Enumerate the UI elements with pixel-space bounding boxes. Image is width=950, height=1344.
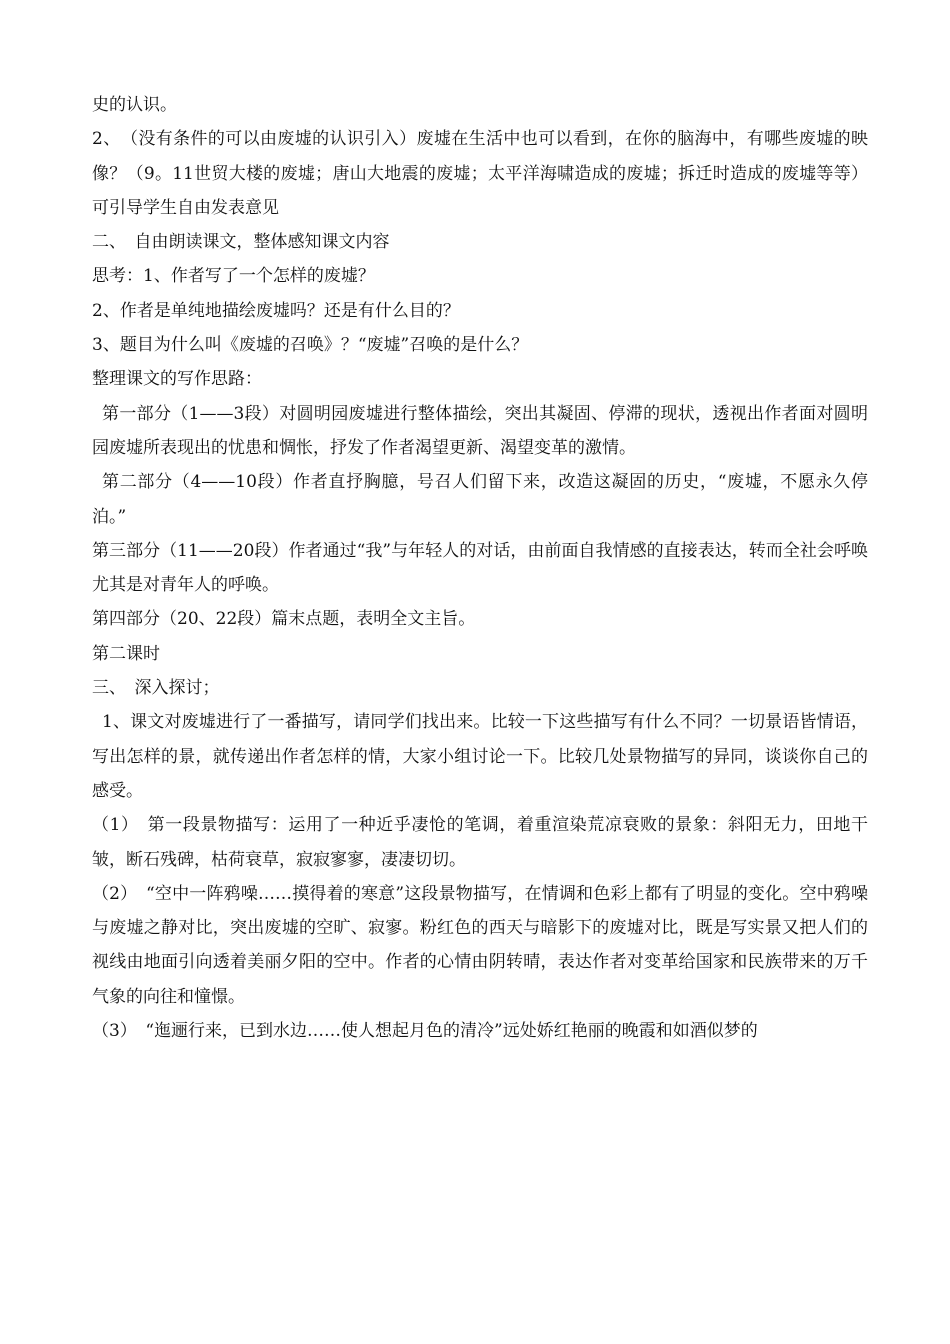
- paragraph: 整理课文的写作思路：: [92, 369, 262, 390]
- paragraph: 史的认识。: [92, 95, 177, 115]
- paragraph: 思考：1、作者写了一个怎样的废墟？: [92, 266, 375, 287]
- paragraph: 2、作者是单纯地描绘废墟吗？还是有什么目的？: [92, 300, 460, 321]
- paragraph: 3、题目为什么叫《废墟的召唤》？“废墟”召唤的是什么？: [92, 335, 529, 356]
- paragraph: （3） “迤逦行来，已到水边……使人想起月色的清冷”远处娇红艳丽的晚霞和如酒似梦的: [92, 1021, 758, 1042]
- section-heading: 三、 深入探讨；: [92, 678, 220, 699]
- section-heading: 二、 自由朗读课文，整体感知课文内容: [92, 232, 390, 253]
- paragraph: 第二部分（4——10段）作者直抒胸臆，号召人们留下来，改造这凝固的历史，“废墟，不愿永久停泊。”: [92, 472, 868, 527]
- paragraph: 第三部分（11——20段）作者通过“我”与年轻人的对话，由前面自我情感的直接表达，转而全社会呼唤尤其是对青年人的呼唤。: [92, 540, 868, 596]
- document-body: [92, 88, 868, 1048]
- paragraph: （1） 第一段景物描写：运用了一种近乎凄怆的笔调，着重渲染荒凉衰败的景象：斜阳无力，田地干皱，断石残碑，枯荷衰草，寂寂寥寥，凄凄切切。: [92, 815, 868, 870]
- paragraph: 第四部分（20、22段）篇末点题，表明全文主旨。: [92, 609, 476, 630]
- paragraph: 2、 （没有条件的可以由废墟的认识引入）废墟在生活中也可以看到，在你的脑海中，有哪些废墟的映像？（9。11世贸大楼的废墟；唐山大地震的废墟；太平洋海啸造成的废墟；拆迁时造成的废墟等等）可引导学生自由发表意见: [92, 129, 868, 218]
- paragraph: 第一部分（1——3段）对圆明园废墟进行整体描绘，突出其凝固、停滞的现状，透视出作者面对圆明园废墟所表现出的忧患和惆怅，抒发了作者渴望更新、渴望变革的激情。: [92, 403, 868, 458]
- paragraph: 1、课文对废墟进行了一番描写，请同学们找出来。比较一下这些描写有什么不同？一切景语皆情语，写出怎样的景，就传递出作者怎样的情，大家小组讨论一下。比较几处景物描写的异同，谈谈你自己的感受。: [92, 712, 868, 801]
- lesson-heading: 第二课时: [92, 643, 160, 664]
- paragraph: （2） “空中一阵鸦噪……摸得着的寒意”这段景物描写，在情调和色彩上都有了明显的变化。空中鸦噪与废墟之静对比，突出废墟的空旷、寂寥。粉红色的西天与暗影下的废墟对比，既是写实景又把人们的视线由地面引向透着美丽夕阳的空中。作者的心情由阴转晴，表达作者对变革给国家和民族带来的万千气象的向往和憧憬。: [92, 883, 868, 1007]
